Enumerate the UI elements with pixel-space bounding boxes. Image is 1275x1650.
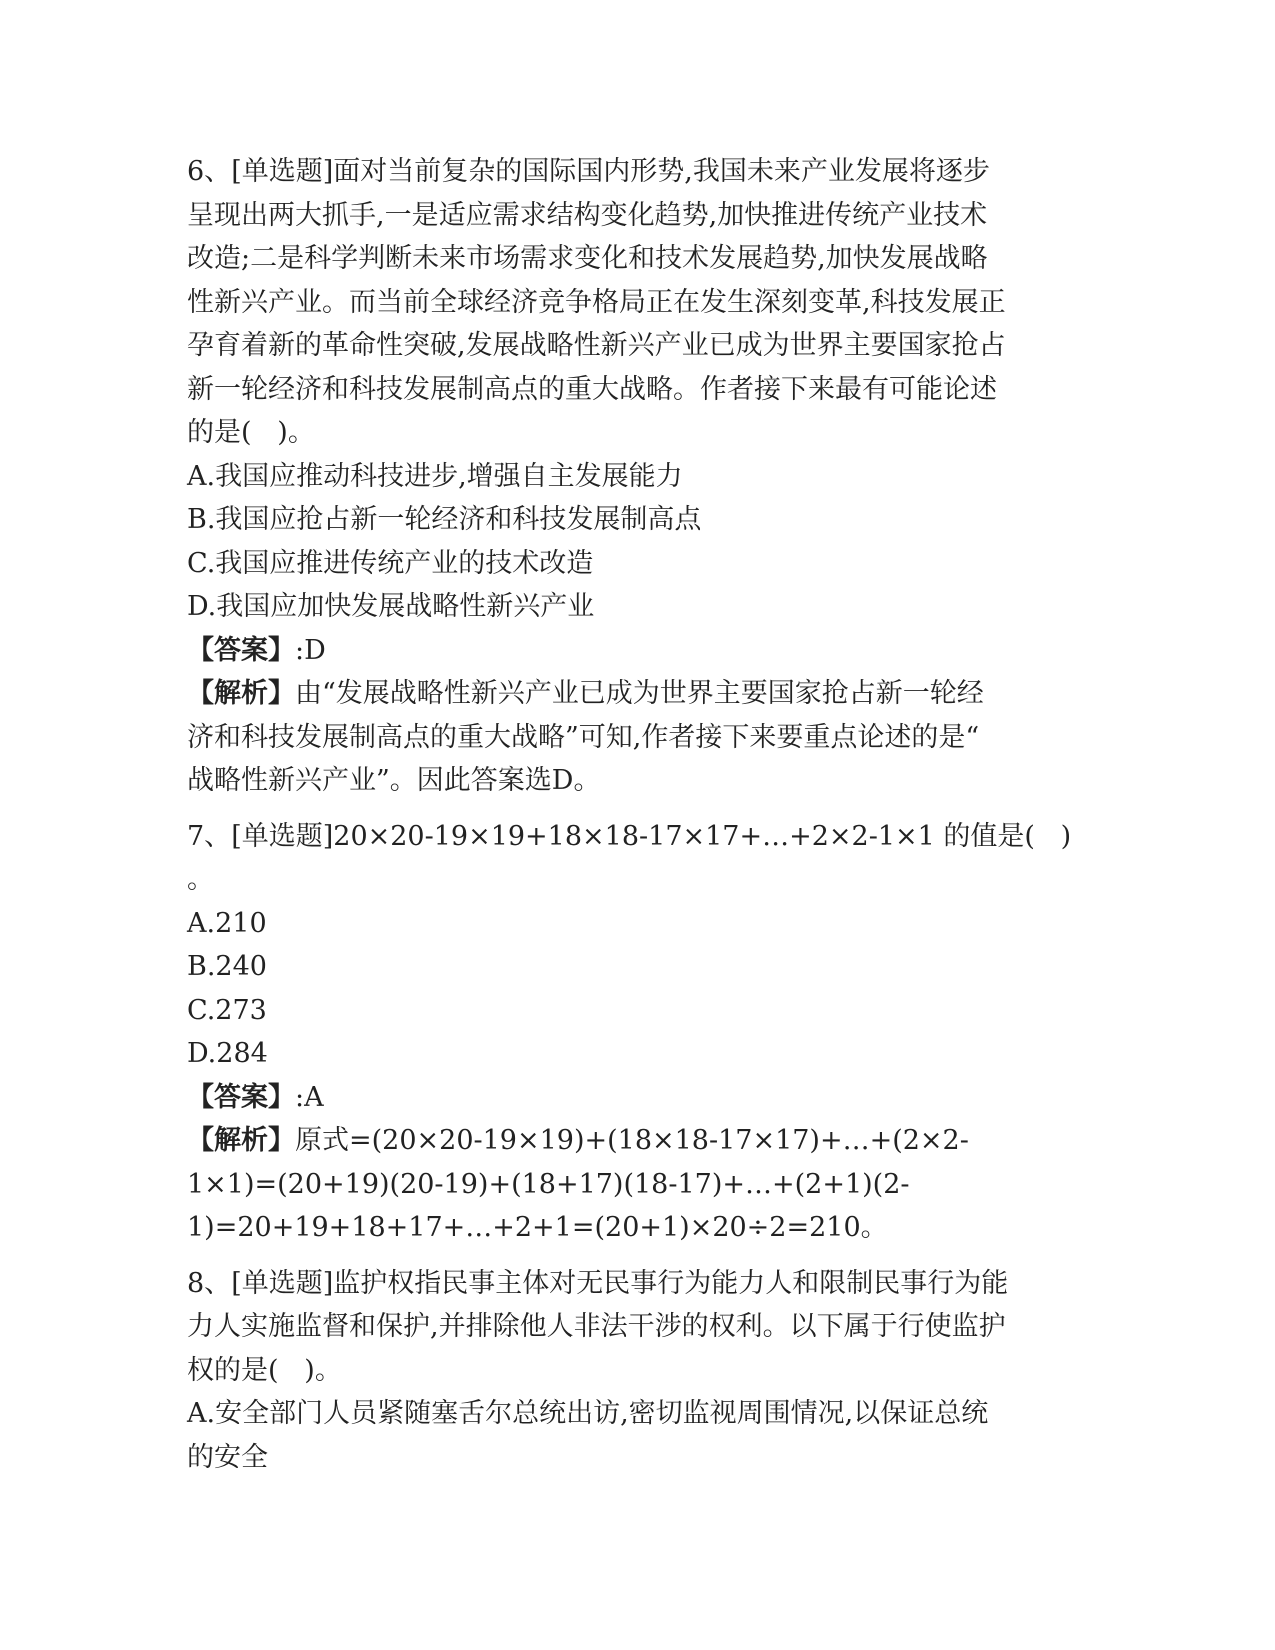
option-c: C.273 (187, 994, 267, 1026)
question-type: [单选题] (231, 1267, 334, 1299)
stem-text: 的是( )。 (187, 417, 315, 448)
document-page (187, 150, 1097, 1479)
analysis-text: 战略性新兴产业”。因此答案选D。 (187, 765, 601, 796)
question-type: [单选题] (231, 820, 334, 852)
stem-text: 孕育着新的革命性突破,发展战略性新兴产业已成为世界主要国家抢占 (187, 330, 1006, 361)
question-stem-line (187, 150, 1097, 194)
question-8 (187, 1262, 1097, 1480)
answer-line (187, 629, 1097, 673)
question-stem-line (187, 815, 1097, 859)
option-a: A.安全部门人员紧随塞舌尔总统出访,密切监视周围情况,以保证总统 (187, 1398, 989, 1429)
answer-line (187, 1076, 1097, 1120)
analysis-line (187, 1119, 1097, 1163)
option-a: A.210 (187, 907, 267, 939)
option-b: B.240 (187, 951, 267, 982)
analysis-text: 原式=(20×20-19×19)+(18×18-17×17)+…+(2×2- (295, 1125, 969, 1156)
stem-text: 权的是( )。 (187, 1354, 342, 1386)
stem-text: 面对当前复杂的国际国内形势,我国未来产业发展将逐步 (333, 156, 990, 187)
question-number: 7、 (187, 820, 232, 852)
stem-text: 性新兴产业。而当前全球经济竞争格局正在发生深刻变革,科技发展正 (187, 286, 1006, 318)
stem-text: 改造;二是科学判断未来市场需求变化和技术发展趋势,加快发展战略 (187, 243, 988, 274)
question-number: 6、 (187, 156, 232, 187)
answer-label: 【答案】 (187, 1081, 295, 1113)
question-type: [单选题] (231, 156, 334, 187)
question-stem-line (187, 1262, 1097, 1306)
answer-label: 【答案】 (187, 634, 295, 666)
stem-text: 监护权指民事主体对无民事行为能力人和限制民事行为能 (333, 1267, 1009, 1299)
question-number: 8、 (187, 1267, 232, 1299)
stem-text: 新一轮经济和科技发展制高点的重大战略。作者接下来最有可能论述 (187, 373, 997, 405)
option-d: D.我国应加快发展战略性新兴产业 (187, 591, 595, 622)
option-d: D.284 (187, 1038, 268, 1069)
option-b: B.我国应抢占新一轮经济和科技发展制高点 (187, 504, 702, 535)
analysis-text: 济和科技发展制高点的重大战略”可知,作者接下来要重点论述的是“ (187, 721, 980, 753)
question-6 (187, 150, 1097, 803)
stem-text: 。 (187, 864, 214, 895)
analysis-text: 由“发展战略性新兴产业已成为世界主要国家抢占新一轮经 (295, 678, 984, 709)
stem-text: 力人实施监督和保护,并排除他人非法干涉的权利。以下属于行使监护 (187, 1311, 1006, 1342)
analysis-label: 【解析】 (187, 1125, 295, 1156)
option-a-continued: 的安全 (187, 1441, 268, 1473)
answer-value: :A (295, 1081, 324, 1113)
option-c: C.我国应推进传统产业的技术改造 (187, 547, 594, 579)
stem-text: 20×20-19×19+18×18-17×17+…+2×2-1×1 的值是( ) (333, 820, 1072, 852)
analysis-line (187, 672, 1097, 716)
stem-text: 呈现出两大抓手,一是适应需求结构变化趋势,加快推进传统产业技术 (187, 199, 988, 231)
question-7 (187, 815, 1097, 1250)
analysis-label: 【解析】 (187, 678, 295, 709)
answer-value: :D (295, 634, 326, 666)
option-a: A.我国应推动科技进步,增强自主发展能力 (187, 460, 683, 492)
analysis-text: 1×1)=(20+19)(20-19)+(18+17)(18-17)+…+(2+1)(2- (187, 1168, 910, 1200)
analysis-text: 1)=20+19+18+17+…+2+1=(20+1)×20÷2=210。 (187, 1212, 888, 1243)
